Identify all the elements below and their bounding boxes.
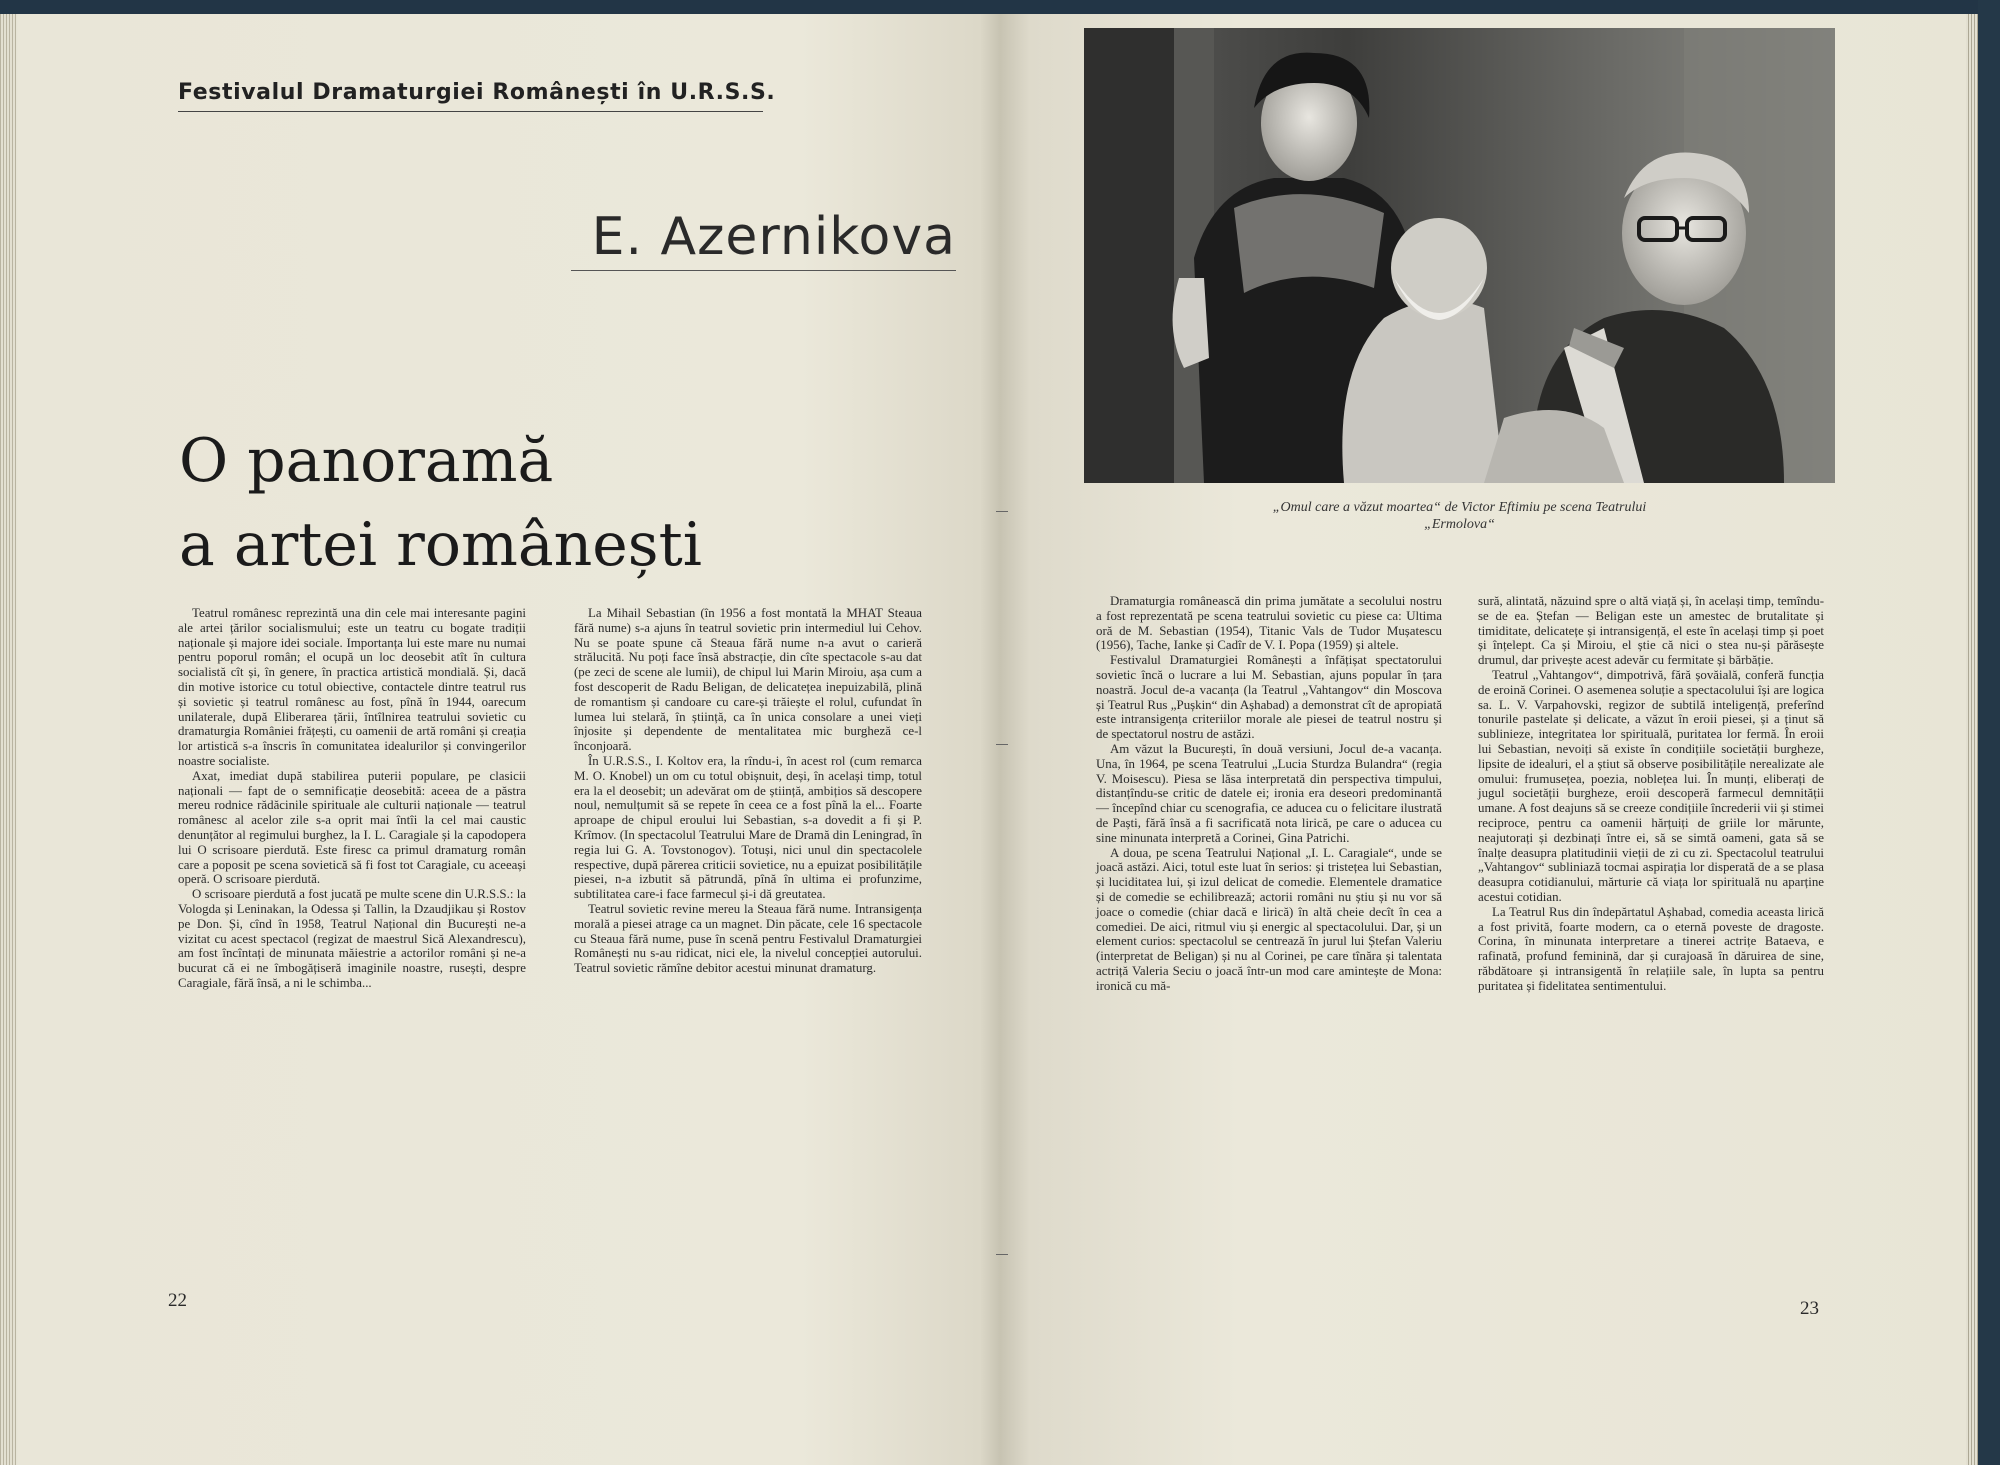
paragraph: Am văzut la București, în două versiuni, Jocul de-a vacanța. Una, în 1964, pe scena Teatrului „Lucia Sturdza Bulandra“ (regia V. Moisescu). Piesa se lăsa interpretată din perspectiva timpului, distanțîndu-se critic de datele ei; ironia era deseori predominantă — începînd chiar cu scenografia, ce aducea cu o felicitare ilustrată de Paști, fără însă a fi sacrificată nota lirică, pe care o aducea cu sine minunata interpretă a Corinei, Gina Patrichi. (1096, 741, 1442, 845)
right-page-column-1 (1096, 594, 1442, 994)
left-page-column-2 (574, 606, 922, 976)
margin-tick (996, 1254, 1008, 1255)
page-number-right: 23 (1800, 1298, 1819, 1319)
paragraph: Teatrul sovietic revine mereu la Steaua fără nume. Intransigența morală a piesei atrage ca un magnet. Din păcate, cele 16 spectacole cu Steaua fără nume, puse în scenă pentru Festivalul Dramaturgiei Românești nu s-au ridicat, nici ele, la nivelul concepției autorului. Teatrul sovietic rămîne debitor acestui minunat dramaturg. (574, 901, 922, 976)
article-title (179, 419, 899, 587)
paragraph: Teatrul românesc reprezintă una din cele mai interesante pagini ale artei țărilor socialismului; este un teatru cu bogate tradiții naționale și majore idei sociale. Importanța lui este mare nu numai pentru poporul român; el ocupă un loc deosebit atît în cultura socialistă cît și, în genere, în practica artistică mondială. Și, dacă din motive istorice cu totul obiective, contactele dintre teatrul rus și sovietic și teatrul românesc au fost, pînă în 1944, oarecum unilaterale, după Eliberarea țării, întîlnirea teatrului sovietic cu dramaturgia României frățești, cu oamenii de artă români și creația lor artistică s-a înscris în comunitatea idealurilor și convingerilor noastre socialiste. (178, 606, 526, 768)
left-page-column-1 (178, 606, 526, 991)
paragraph: La Mihail Sebastian (în 1956 a fost montată la MHAT Steaua fără nume) s-a ajuns în teatrul sovietic prin intermediul lui Cehov. Nu se poate spune că Steaua fără nume n-a avut o carieră strălucită. Nu poți face însă abstracție, din cîte spectacole s-au dat (pe zeci de scene ale lumii), de chipul lui Marin Miroiu, așa cum a fost descoperit de Radu Beligan, de delicatețea inepuizabilă, plină de romantism și candoare cu care-și trăiește el rolul, cufundat în lumea lui stelară, în știință, ca în unica consolare a unei vieți înjosite și dependente de mentalitatea mic burgheză ce-l înconjoară. (574, 606, 922, 754)
paragraph: Teatrul „Vahtangov“, dimpotrivă, fără șovăială, conferă funcția de eroină Corinei. O asemenea soluție a spectacolului își are logica sa. L. V. Varpahovski, regizor de subtilă inteligență, preferînd tonurile pastelate și delicate, a văzut în eroii piesei, și a ținut să sublinieze, integritatea lor spirituală, puritatea lor fermă. În eroii lui Sebastian, nevoiți să existe în condițiile societății burgheze, lipsite de idealuri, el a știut să observe posibilitățile nerealizate ale omului: frumusețea, poezia, noblețea lui. În munți, eliberați de jugul societății burgheze, eroii descoperă farmecul demnității umane. A fost deajuns să se creeze condițiile încrederii vii și stimei reciproce, pentru ca oamenii hărțuiți de griile lor mărunte, neajutorați și dezbinați între ei, să se simtă oameni, gata să se înalțe deasupra platitudinii vieții de zi cu zi. Spectacolul teatrului „Vahtangov“ subliniază tocmai aspirația lor disperată de a se plasa deasupra cotidianului, mărturie că viața lor spirituală nu aparține acestui cotidian. (1478, 667, 1824, 904)
paragraph: O scrisoare pierdută a fost jucată pe multe scene din U.R.S.S.: la Vologda și Leninakan, la Odessa și Tallin, la Dzaudjikau și Rostov pe Don. Și, cînd în 1958, Teatrul Național din București ne-a vizitat cu acest spectacol (regizat de maestrul Sică Alexandrescu), am fost încîntați de minunata măiestrie a actorilor români și ne-a bucurat că ei ne îmbogățiseră imaginile noastre, rusești, despre Caragiale, fără însă, a ni le schimba... (178, 887, 526, 990)
paragraph: În U.R.S.S., I. Koltov era, la rîndu-i, în acest rol (cum remarca M. O. Knobel) un om cu totul obișnuit, deși, în același timp, totul era la el deosebit; un adevărat om de știință, ambițios să descopere noul, nemulțumit să se repete în ceea ce a fost pînă la el... Foarte aproape de chipul eroului lui Sebastian, s-a dovedit a fi și P. Krîmov. (In spectacolul Teatrului Mare de Dramă din Leningrad, în regia lui G. A. Tovstonogov). Totuși, nici unul din spectacolele respective, după părerea criticii sovietice, nu a epuizat posibilitățile piesei, n-a izbutit să pătrundă, pînă în ultima ei profunzime, subtilitatea care-i face farmecul și-i dă greutatea. (574, 753, 922, 902)
paragraph: sură, alintată, năzuind spre o altă viață și, în același timp, temîndu-se de ea. Ștefan — Beligan este un amestec de brutalitate și timiditate, delicatețe și intransigență, el este în același timp și poet și înțelept. Ca și Miroiu, el știe că nici o stea nu-și părăsește drumul, dar privește acest adevăr cu fermitate și bărbăție. (1478, 594, 1824, 668)
author-name: E. Azernikova (571, 204, 956, 271)
title-line-1: O panoramă (179, 426, 554, 496)
left-page (16, 14, 996, 1465)
page-edges-left (0, 14, 16, 1465)
caption-line-1: „Omul care a văzut moartea“ de Victor Eftimiu pe scena Teatrului (1272, 500, 1647, 515)
right-page (1000, 14, 1966, 1465)
page-number-left: 22 (168, 1290, 187, 1311)
book-cover-top (0, 0, 2000, 14)
margin-tick (996, 744, 1008, 745)
paragraph: La Teatrul Rus din îndepărtatul Așhabad, comedia aceasta lirică a fost privită, foarte modern, ca o eternă poveste de dragoste. Corina, în minunata interpretare a tinerei actrițe Bataeva, e rafinată, profund feminină, dar și curajoasă în dăruirea de sine, răbdătoare și intransigentă în relațiile sale, în lupta sa pentru puritatea și fidelitatea sentimentului. (1478, 904, 1824, 993)
right-page-column-2 (1478, 594, 1824, 994)
photo-caption (1084, 499, 1835, 533)
theatre-photo (1084, 28, 1835, 483)
paragraph: A doua, pe scena Teatrului Național „I. L. Caragiale“, unde se joacă astăzi. Aici, totul este luat în serios: și tristețea lui Sebastian, și luciditatea lui, și izul delicat de comedie. Elementele dramatice și de comedie se echilibrează; actorii români nu știu și nu vor să joace o comedie (chiar dacă e lirică) în altă cheie decît în cea a comediei. De aici, ritmul viu și energic al spectacolului. Dar, și un element curios: spectacolul se centrează în jurul lui Ștefan Valeriu (interpretat de Beligan) și nu al Corinei, pe care tînăra și talentata actriță Valeria Seciu o joacă într-un mod care amintește de Mona: ironică cu mă- (1096, 845, 1442, 993)
caption-line-2: „Ermolova“ (1424, 517, 1495, 532)
paragraph: Dramaturgia românească din prima jumătate a secolului nostru a fost reprezentată pe scena teatrului sovietic cu piese ca: Ultima oră de M. Sebastian (1954), Titanic Vals de Tudor Mușatescu (1956), Tache, Ianke și Cadîr de V. I. Popa (1959) și altele. (1096, 594, 1442, 653)
page-edges-right (1966, 14, 1978, 1465)
margin-tick (996, 511, 1008, 512)
title-line-2: a artei românești (179, 510, 702, 580)
book-cover-right (1978, 0, 2000, 1465)
running-head: Festivalul Dramaturgiei Românești în U.R.S.S. (178, 80, 763, 112)
paragraph: Axat, imediat după stabilirea puterii populare, pe clasicii naționali — fapt de o semnificație deosebită: aceea de a păstra mereu rodnice rădăcinile spirituale ale culturii naționale — teatrul românesc al acelor zile s-a oprit mai întîi la cel mai caustic denunțător al regimului burghez, la I. L. Caragiale și la capodopera lui O scrisoare pierdută. Este firesc ca primul dramaturg român care a poposit pe scena sovietică să fi fost tot Caragiale, cu aceeași operă. O scrisoare pierdută. (178, 768, 526, 887)
paragraph: Festivalul Dramaturgiei Românești a înfățișat spectatorului sovietic încă o lucrare a lui M. Sebastian, ajuns popular în țara noastră. Jocul de-a vacanța (la Teatrul „Vahtangov“ din Moscova și Teatrul Rus „Pușkin“ din Așhabad) a demonstrat cît de apropiată este intransigența criteriilor morale ale piesei de teatrul nostru și de spectatorul nostru de astăzi. (1096, 653, 1442, 742)
